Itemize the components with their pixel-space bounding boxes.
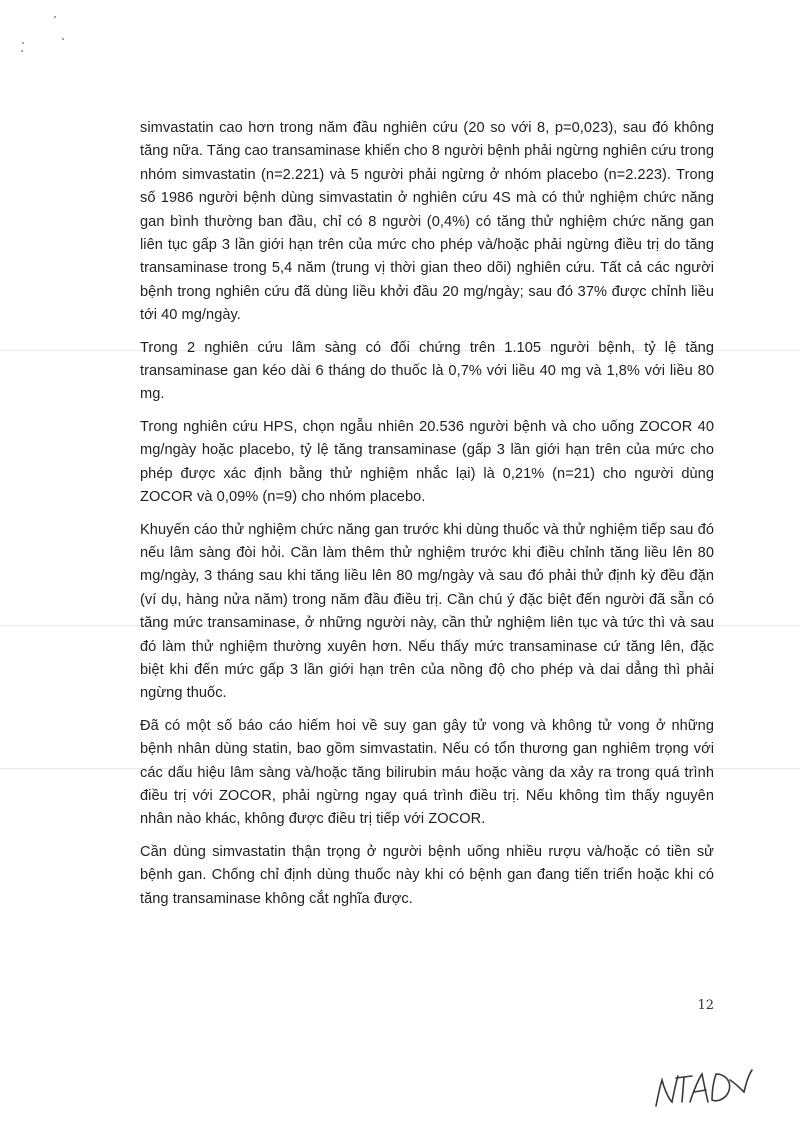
paragraph: simvastatin cao hơn trong năm đầu nghiên cứu (20 so với 8, p=0,023), sau đó không tăng nữa. Tăng cao transaminase khiến cho 8 người bệnh phải ngừng nghiên cứu trong nhóm simvastatin (n=2.221) và 5 người phải ngừng ở nhóm placebo (n=2.223). Trong số 1986 người bệnh dùng simvastatin ở nghiên cứu 4S mà có thử nghiệm chức năng gan bình thường ban đầu, chỉ có 8 người (0,4%) có tăng thử nghiệm chức năng gan liên tục gấp 3 lần giới hạn trên của mức cho phép và/hoặc phải ngừng điều trị do tăng transaminase trong 5,4 năm (trung vị thời gian theo dõi) nghiên cứu. Tất cả các người bệnh trong nghiên cứu đã dùng liều khởi đầu 20 mg/ngày; sau đó 37% được chỉnh liều tới 40 mg/ngày. — [140, 120, 714, 324]
paragraph: Đã có một số báo cáo hiếm hoi về suy gan gây tử vong và không tử vong ở những bệnh nhân dùng statin, bao gồm simvastatin. Nếu có tổn thương gan nghiêm trọng với các dấu hiệu lâm sàng và/hoặc tăng bilirubin máu hoặc vàng da xảy ra trong quá trình điều trị với ZOCOR, phải ngừng ngay quá trình điều trị. Nếu không tìm thấy nguyên nhân nào khác, không được điều trị tiếp với ZOCOR. — [140, 717, 714, 828]
signature-mark — [646, 1058, 756, 1118]
document-body — [140, 117, 714, 920]
paragraph: Khuyến cáo thử nghiệm chức năng gan trước khi dùng thuốc và thử nghiệm tiếp sau đó nếu lâm sàng đòi hỏi. Cần làm thêm thử nghiệm trước khi điều chỉnh tăng liều lên 80 mg/ngày, 3 tháng sau khi tăng liều lên 80 mg/ngày và sau đó phải thử định kỳ đều đặn (ví dụ, hàng nửa năm) trong năm đầu điều trị. Cần chú ý đặc biệt đến người đã sẵn có tăng mức transaminase, ở những người này, cần thử nghiệm liên tục và tức thì và sau đó làm thử nghiệm thường xuyên hơn. Nếu thấy mức transaminase cứ tăng lên, đặc biệt khi đến mức gấp 3 lần giới hạn trên của nồng độ cho phép và dai dẳng thì phải ngừng thuốc. — [140, 521, 714, 702]
paragraph: Trong nghiên cứu HPS, chọn ngẫu nhiên 20.536 người bệnh và cho uống ZOCOR 40 mg/ngày hoặc placebo, tỷ lệ tăng transaminase (gấp 3 lần giới hạn trên của mức cho phép được xác định bằng thử nghiệm nhắc lại) là 0,21% (n=21) cho người dùng ZOCOR và 0,09% (n=9) cho nhóm placebo. — [140, 418, 714, 506]
page-number: 12 — [697, 998, 714, 1013]
paragraph: Cần dùng simvastatin thận trọng ở người bệnh uống nhiều rượu và/hoặc có tiền sử bệnh gan. Chống chỉ định dùng thuốc này khi có bệnh gan đang tiến triển hoặc khi có tăng transaminase không cắt nghĩa được. — [140, 843, 714, 907]
paragraph: Trong 2 nghiên cứu lâm sàng có đối chứng trên 1.105 người bệnh, tỷ lệ tăng transaminase gan kéo dài 6 tháng do thuốc là 0,7% với liều 40 mg và 1,8% với liều 80 mg. — [140, 339, 714, 403]
